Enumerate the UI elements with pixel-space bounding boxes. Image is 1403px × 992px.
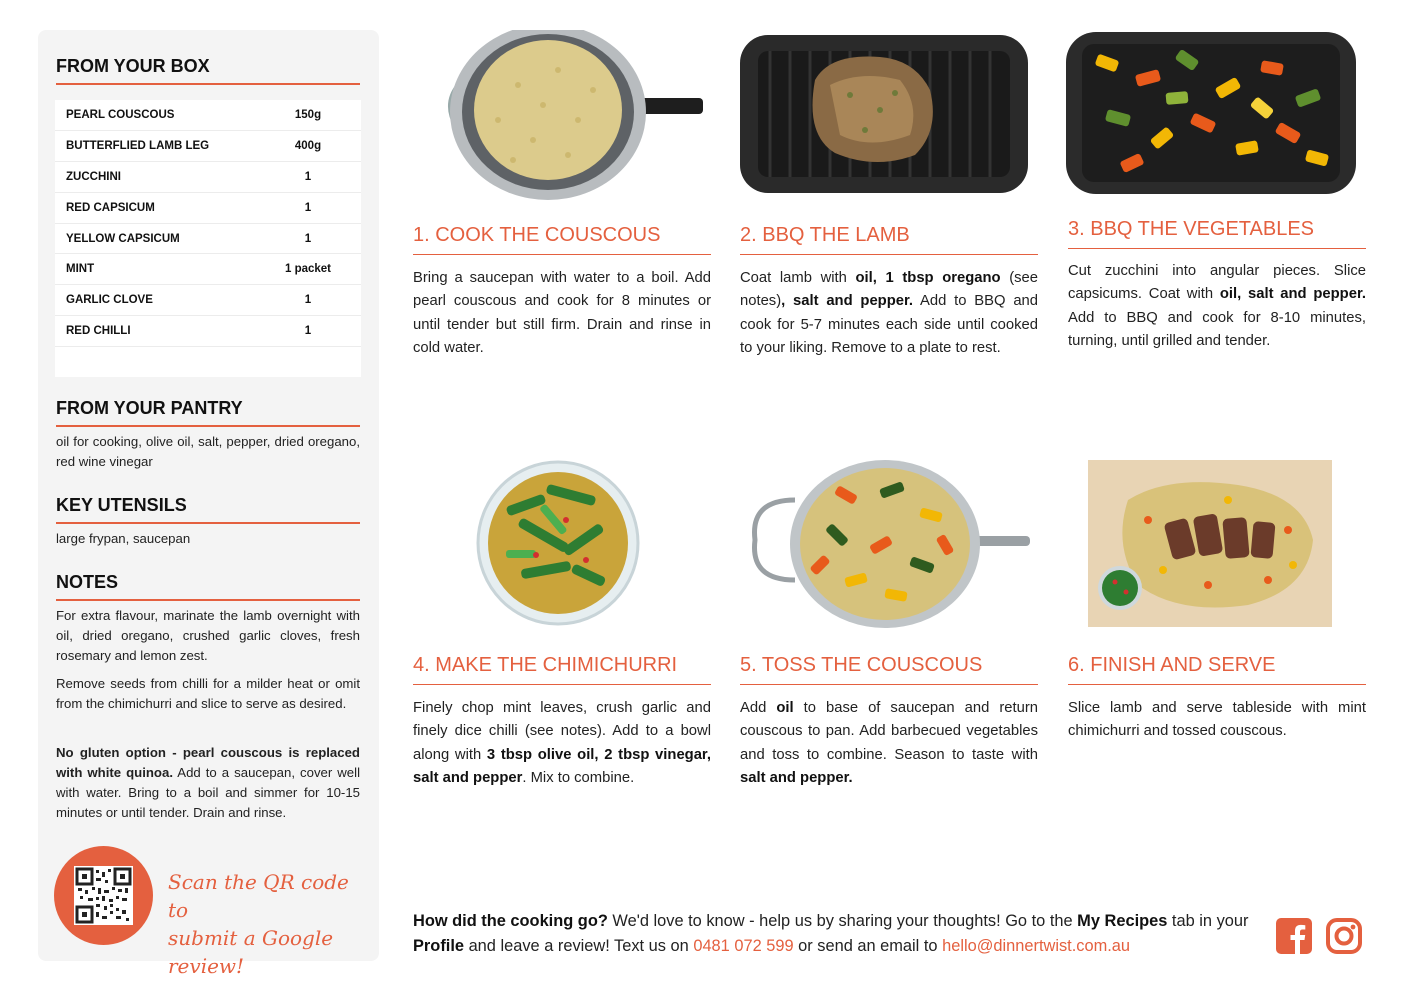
ingredient-name: GARLIC CLOVE [66,294,153,307]
note-gluten-rest: Add to a saucepan, cover well with water. Bring to a boil and simmer for 10-15 minutes or until tender. Drain and rinse. [56,765,360,820]
footer-text-3: and leave a review! Text us on [464,937,694,955]
step-text-segment: Add to BBQ and cook for 8-10 minutes, turning, until grilled and tender. [1068,309,1366,350]
ingredient-name: BUTTERFLIED LAMB LEG [66,140,210,153]
note-marinate: For extra flavour, marinate the lamb overnight with oil, dried oregano, crushed garlic cloves, fresh rosemary and lemon zest. [56,608,360,663]
profile-link[interactable]: Profile [413,937,465,955]
ingredient-row [55,316,361,347]
step-text-segment: Slice lamb and serve tableside with mint chimichurri and tossed couscous. [1068,700,1366,740]
step-text-bold: 3 tbsp olive oil, 2 tbsp vinegar, salt and pepper [413,746,711,787]
qr-caption-line1: Scan the QR code to [168,870,349,922]
step-text-bold: salt and pepper. [740,770,853,787]
step-2-title: 2. BBQ THE LAMB [740,224,1038,255]
step-text-segment: Coat lamb with [740,270,856,286]
ingredient-qty: 400g [294,140,322,153]
ingredient-row [55,192,361,223]
note-gluten [56,743,360,823]
ingredient-row [55,223,361,254]
step-text-segment: to base of saucepan and return couscous to pan. Add barbecued vegetables and toss to combine. Season to taste with [740,700,1038,763]
key-utensils-title: KEY UTENSILS [56,495,360,524]
instagram-icon[interactable] [1326,918,1362,958]
ingredient-row [55,285,361,316]
qr-badge[interactable] [54,846,153,945]
ingredient-name: YELLOW CAPSICUM [66,232,180,245]
review-footer [413,909,1263,959]
phone-link[interactable]: 0481 072 599 [693,937,794,955]
step-text-segment: . Mix to combine. [522,770,635,787]
step-5-title: 5. TOSS THE COUSCOUS [740,654,1038,685]
footer-text-1: We'd love to know - help us by sharing your thoughts! Go to the [607,912,1078,930]
step-text-segment: Bring a saucepan with water to a boil. Add pearl couscous and cook for 8 minutes or until tender but still firm. Drain and rinse in cold water. [413,270,711,357]
step-text-segment: Add [740,700,777,716]
box-ingredients-table [55,100,361,377]
footer-text-2: tab in your [1167,912,1249,930]
step-text-bold: , salt and pepper. [781,293,914,310]
ingredient-qty: 1 [304,324,312,337]
step-4-title: 4. MAKE THE CHIMICHURRI [413,654,711,685]
ingredient-spacer-row [55,346,361,377]
vegetables-grill-photo [1066,32,1356,194]
ingredient-name: RED CHILLI [66,324,131,337]
step-6-title: 6. FINISH AND SERVE [1068,654,1366,685]
ingredient-name: ZUCCHINI [66,170,121,183]
utensils-text: large frypan, saucepan [56,531,191,546]
footer-question: How did the cooking go? [413,912,608,930]
step-text-segment: (see notes) [740,270,1038,310]
step-3-title: 3. BBQ THE VEGETABLES [1068,218,1366,249]
from-your-pantry-title: FROM YOUR PANTRY [56,398,360,427]
step-2-text [740,267,1038,361]
ingredient-row [55,162,361,193]
from-your-box-title: FROM YOUR BOX [56,56,360,85]
plated-dish-photo [1088,460,1332,627]
couscous-pan-photo [750,460,1030,628]
footer-text-4: or send an email to [793,937,943,955]
step-text-segment: Cut zucchini into angular pieces. Slice capsicums. Coat with [1068,263,1366,303]
note-chilli: Remove seeds from chilli for a milder heat or omit from the chimichurri and slice to serve as desired. [56,676,360,711]
qr-caption [168,868,368,980]
step-3-text [1068,260,1366,354]
step-text-segment: Add to BBQ and cook for 5-7 minutes each side until cooked to your liking. Remove to a plate to rest. [740,293,1039,357]
note-gluten-bold: No gluten option - pearl couscous is replaced with white quinoa. [56,745,360,780]
step-4-text [413,697,711,791]
ingredient-name: RED CAPSICUM [66,201,155,214]
step-text-bold: oil, salt and pepper. [1219,286,1366,303]
ingredient-name: MINT [66,263,95,276]
ingredient-qty: 150g [294,109,322,122]
ingredient-qty: 1 packet [284,263,332,276]
ingredients-sidebar [38,30,379,978]
ingredient-row [55,131,361,162]
ingredient-name: PEARL COUSCOUS [66,109,175,122]
step-5-text [740,697,1038,791]
chimichurri-bowl-photo [476,460,640,626]
ingredient-qty: 1 [304,201,312,214]
qr-code-icon[interactable] [74,866,133,925]
step-text-bold: oil [776,700,794,716]
ingredient-row [55,100,361,131]
couscous-strainer-photo [438,30,703,200]
qr-caption-line2: submit a Google review! [168,926,334,978]
ingredient-qty: 1 [304,294,312,307]
step-6-text [1068,697,1366,744]
lamb-grill-photo [740,35,1028,193]
notes-title: NOTES [56,572,360,601]
step-1-text [413,267,711,361]
email-link[interactable]: hello@dinnertwist.com.au [942,937,1131,955]
facebook-icon[interactable] [1276,918,1312,958]
pantry-text: oil for cooking, olive oil, salt, pepper, dried oregano, red wine vinegar [56,434,360,469]
ingredient-row [55,254,361,285]
my-recipes-link[interactable]: My Recipes [1077,912,1168,930]
ingredient-qty: 1 [304,232,312,245]
step-text-segment: Finely chop mint leaves, crush garlic and finely dice chilli (see notes). Add to a bowl along with [413,700,711,763]
ingredient-qty: 1 [304,170,312,183]
step-text-bold: oil, 1 tbsp oregano [855,270,1001,286]
step-1-title: 1. COOK THE COUSCOUS [413,224,711,255]
